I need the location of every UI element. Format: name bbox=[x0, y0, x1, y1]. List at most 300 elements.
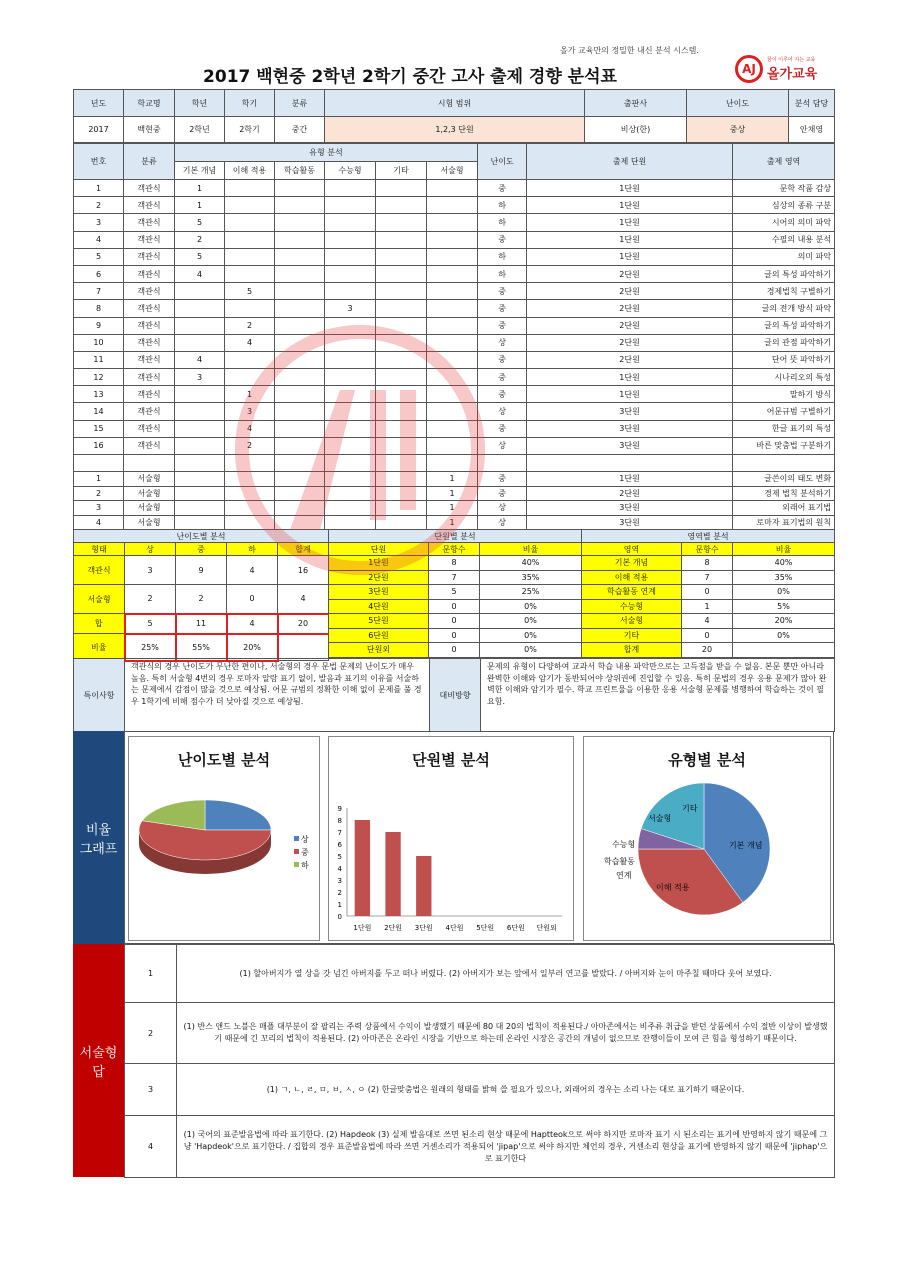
question-cell bbox=[325, 317, 376, 334]
legend-swatch bbox=[294, 849, 299, 854]
question-cell bbox=[427, 248, 478, 265]
y-tick-label: 2 bbox=[337, 889, 342, 897]
question-cell: 단어 뜻 파악하기 bbox=[733, 351, 835, 368]
question-cell: 중 bbox=[478, 300, 527, 317]
diff-sum-high: 5 bbox=[125, 614, 176, 634]
question-row bbox=[74, 317, 835, 334]
question-cell bbox=[175, 486, 225, 501]
question-cell bbox=[275, 214, 325, 231]
unit-cell: 0 bbox=[429, 599, 480, 614]
question-cell: 수필의 내용 분석 bbox=[733, 231, 835, 248]
q-sub-etc: 기타 bbox=[376, 162, 427, 180]
question-cell: 문학 작품 감상 bbox=[733, 180, 835, 197]
question-cell bbox=[275, 351, 325, 368]
question-cell: 중 bbox=[478, 369, 527, 386]
question-cell bbox=[376, 300, 427, 317]
question-cell: 객관식 bbox=[124, 437, 175, 454]
unit-cell: 40% bbox=[480, 556, 582, 571]
answer-text: (1) ㄱ, ㄴ, ㄹ, ㅁ, ㅂ, ㅅ, ㅇ (2) 한글맞춤법은 원래의 형태를 밝혀 쓸 필요가 있으나, 외래어의 경우는 소리 나는 대로 표기하기 때문이다. bbox=[177, 1064, 835, 1116]
question-cell: 글의 전개 방식 파악 bbox=[733, 300, 835, 317]
question-cell: 중 bbox=[478, 386, 527, 403]
y-tick-label: 8 bbox=[337, 817, 342, 825]
question-cell bbox=[376, 248, 427, 265]
unit-cell: 25% bbox=[480, 585, 582, 600]
question-cell bbox=[325, 334, 376, 351]
question-cell: 1 bbox=[74, 180, 124, 197]
diff-head-low: 하 bbox=[227, 543, 278, 556]
unit-cell: 3단원 bbox=[329, 585, 429, 600]
question-cell bbox=[427, 231, 478, 248]
question-cell bbox=[275, 403, 325, 420]
question-cell: 15 bbox=[74, 420, 124, 437]
x-tick-label: 단원외 bbox=[536, 924, 557, 932]
answer-text: (1) 할아버지가 열 상을 갓 넘긴 아버지를 두고 떠나 버렸다. (2) 아버지가 보는 앞에서 일부러 연고를 발랐다. / 아버지와 눈이 마주칠 때마다 웃어 보였다. bbox=[177, 945, 835, 1003]
question-cell bbox=[427, 214, 478, 231]
q-header-num: 번호 bbox=[74, 144, 124, 180]
question-row bbox=[74, 214, 835, 231]
question-cell bbox=[325, 351, 376, 368]
info-table bbox=[73, 89, 835, 143]
question-cell bbox=[325, 180, 376, 197]
q-header-diff: 난이도 bbox=[478, 144, 527, 180]
unit-cell: 1단원 bbox=[329, 556, 429, 571]
unit-cell: 0% bbox=[480, 628, 582, 643]
area-cell: 20 bbox=[682, 643, 733, 658]
question-cell: 하 bbox=[478, 265, 527, 282]
question-cell bbox=[325, 197, 376, 214]
question-cell: 중 bbox=[478, 231, 527, 248]
special-notes-label: 특이사항 bbox=[74, 659, 125, 732]
question-cell: 3단원 bbox=[527, 501, 733, 516]
question-cell: 경제 법칙 분석하기 bbox=[733, 486, 835, 501]
question-row bbox=[74, 472, 835, 487]
question-row bbox=[74, 486, 835, 501]
question-cell: 객관식 bbox=[124, 283, 175, 300]
question-cell: 2 bbox=[175, 231, 225, 248]
difficulty-chart-panel bbox=[128, 736, 320, 941]
type-pie-label: 기타 bbox=[682, 804, 698, 813]
question-cell: 5 bbox=[175, 248, 225, 265]
unit-row bbox=[329, 585, 582, 600]
question-cell bbox=[275, 197, 325, 214]
question-cell: 글쓴이의 태도 변화 bbox=[733, 472, 835, 487]
unit-chart-panel bbox=[328, 736, 574, 941]
question-cell: 경제법칙 구별하기 bbox=[733, 283, 835, 300]
question-cell bbox=[225, 265, 275, 282]
area-row bbox=[582, 614, 835, 629]
diff-row-ratio-label: 비율 bbox=[74, 634, 125, 661]
area-analysis-title: 영역별 분석 bbox=[582, 530, 835, 543]
question-cell: 글의 특성 파악하기 bbox=[733, 317, 835, 334]
info-year: 2017 bbox=[74, 117, 124, 143]
question-cell bbox=[325, 403, 376, 420]
area-cell: 서술형 bbox=[582, 614, 682, 629]
unit-cell: 0% bbox=[480, 614, 582, 629]
diff-row-sum-label: 합 bbox=[74, 614, 125, 634]
question-cell: 상 bbox=[478, 515, 527, 530]
answer-row bbox=[125, 1116, 835, 1178]
diff-subj-mid: 2 bbox=[176, 585, 227, 614]
question-cell bbox=[175, 317, 225, 334]
question-cell bbox=[325, 214, 376, 231]
y-tick-label: 3 bbox=[337, 877, 342, 885]
area-cell: 7 bbox=[682, 570, 733, 585]
question-cell: 10 bbox=[74, 334, 124, 351]
bar-2단원 bbox=[385, 832, 400, 916]
question-cell bbox=[325, 369, 376, 386]
question-row bbox=[74, 369, 835, 386]
question-cell bbox=[225, 472, 275, 487]
unit-cell: 35% bbox=[480, 570, 582, 585]
question-cell: 4 bbox=[74, 515, 124, 530]
question-cell bbox=[427, 334, 478, 351]
area-cell: 5% bbox=[733, 599, 835, 614]
question-cell: 1단원 bbox=[527, 197, 733, 214]
empty-cell bbox=[478, 455, 527, 472]
question-cell: 6 bbox=[74, 265, 124, 282]
diff-row-obj-label: 객관식 bbox=[74, 556, 125, 585]
question-row bbox=[74, 248, 835, 265]
question-cell bbox=[225, 180, 275, 197]
answers-section-label: 서술형 답 bbox=[73, 944, 124, 1177]
question-cell bbox=[325, 283, 376, 300]
question-cell: 1단원 bbox=[527, 472, 733, 487]
question-cell: 중 bbox=[478, 472, 527, 487]
unit-table bbox=[328, 529, 582, 658]
diff-row-subj-label: 서술형 bbox=[74, 585, 125, 614]
y-tick-label: 7 bbox=[337, 829, 342, 837]
question-cell bbox=[427, 180, 478, 197]
question-cell: 시어의 의미 파악 bbox=[733, 214, 835, 231]
tagline: 올가 교육만의 정밀한 내신 분석 시스템. bbox=[560, 46, 699, 55]
question-cell: 1 bbox=[427, 515, 478, 530]
pie-slice-상 bbox=[205, 800, 271, 830]
area-cell: 35% bbox=[733, 570, 835, 585]
question-cell bbox=[325, 501, 376, 516]
question-cell: 11 bbox=[74, 351, 124, 368]
question-cell: 14 bbox=[74, 403, 124, 420]
question-cell bbox=[275, 515, 325, 530]
area-row bbox=[582, 643, 835, 658]
info-range: 1,2,3 단원 bbox=[325, 117, 585, 143]
unit-head-unit: 단원 bbox=[329, 543, 429, 556]
question-cell bbox=[427, 437, 478, 454]
y-tick-label: 6 bbox=[337, 841, 342, 849]
info-header-school: 학교명 bbox=[124, 90, 175, 117]
question-cell bbox=[175, 386, 225, 403]
diff-sum-mid: 11 bbox=[176, 614, 227, 634]
question-cell: 2 bbox=[74, 197, 124, 214]
question-cell bbox=[376, 317, 427, 334]
page-title: 2017 백현중 2학년 2학기 중간 고사 출제 경향 분석표 bbox=[203, 67, 617, 87]
question-cell: 중 bbox=[478, 420, 527, 437]
question-cell bbox=[275, 283, 325, 300]
question-cell: 3 bbox=[74, 501, 124, 516]
type-pie-label: 수능형 bbox=[612, 840, 636, 849]
x-tick-label: 5단원 bbox=[476, 924, 495, 932]
question-cell bbox=[225, 248, 275, 265]
empty-cell bbox=[175, 455, 225, 472]
unit-cell: 5 bbox=[429, 585, 480, 600]
question-cell: 객관식 bbox=[124, 386, 175, 403]
diff-ratio-mid: 55% bbox=[176, 634, 227, 661]
unit-cell: 0 bbox=[429, 614, 480, 629]
bar-1단원 bbox=[355, 820, 370, 916]
question-cell: 시나리오의 특성 bbox=[733, 369, 835, 386]
question-cell: 1단원 bbox=[527, 386, 733, 403]
question-cell: 13 bbox=[74, 386, 124, 403]
question-cell: 서술형 bbox=[124, 472, 175, 487]
question-cell: 상 bbox=[478, 334, 527, 351]
question-cell: 3단원 bbox=[527, 437, 733, 454]
question-row bbox=[74, 403, 835, 420]
question-cell: 5 bbox=[225, 283, 275, 300]
question-cell bbox=[225, 300, 275, 317]
unit-row bbox=[329, 628, 582, 643]
info-school: 백현중 bbox=[124, 117, 175, 143]
answer-number: 2 bbox=[125, 1003, 177, 1064]
area-cell: 수능형 bbox=[582, 599, 682, 614]
area-cell: 40% bbox=[733, 556, 835, 571]
question-cell bbox=[325, 231, 376, 248]
question-cell bbox=[325, 386, 376, 403]
unit-cell: 2단원 bbox=[329, 570, 429, 585]
q-sub-csat: 수능형 bbox=[325, 162, 376, 180]
answers-table bbox=[124, 944, 835, 1178]
question-cell bbox=[376, 265, 427, 282]
x-tick-label: 6단원 bbox=[506, 924, 525, 932]
q-header-type: 유형 분석 bbox=[175, 144, 478, 162]
question-cell bbox=[275, 472, 325, 487]
question-cell bbox=[376, 515, 427, 530]
legend-label: 중 bbox=[301, 848, 309, 857]
question-cell bbox=[325, 486, 376, 501]
info-header-category: 분류 bbox=[275, 90, 325, 117]
area-row bbox=[582, 599, 835, 614]
area-cell bbox=[733, 643, 835, 658]
question-cell: 하 bbox=[478, 197, 527, 214]
q-header-area: 출제 영역 bbox=[733, 144, 835, 180]
unit-cell: 4단원 bbox=[329, 599, 429, 614]
empty-cell bbox=[124, 455, 175, 472]
unit-row bbox=[329, 599, 582, 614]
diff-head-type: 형태 bbox=[74, 543, 125, 556]
question-cell: 7 bbox=[74, 283, 124, 300]
area-row bbox=[582, 556, 835, 571]
question-row bbox=[74, 501, 835, 516]
question-cell bbox=[275, 248, 325, 265]
diff-obj-high: 3 bbox=[125, 556, 176, 585]
question-cell bbox=[225, 214, 275, 231]
question-gap-row bbox=[74, 455, 835, 472]
unit-chart-title: 단원별 분석 bbox=[412, 751, 490, 769]
info-header-semester: 학기 bbox=[225, 90, 275, 117]
y-tick-label: 0 bbox=[337, 913, 342, 921]
unit-cell: 0% bbox=[480, 643, 582, 658]
question-row bbox=[74, 283, 835, 300]
logo-name: 올가교육 bbox=[767, 67, 818, 82]
unit-cell: 0 bbox=[429, 643, 480, 658]
answer-number: 3 bbox=[125, 1064, 177, 1116]
question-cell bbox=[427, 351, 478, 368]
empty-cell bbox=[74, 455, 124, 472]
question-cell: 객관식 bbox=[124, 248, 175, 265]
question-cell bbox=[376, 437, 427, 454]
question-cell bbox=[376, 472, 427, 487]
unit-cell: 단원외 bbox=[329, 643, 429, 658]
question-cell: 3단원 bbox=[527, 420, 733, 437]
question-cell: 2단원 bbox=[527, 334, 733, 351]
question-row bbox=[74, 197, 835, 214]
info-header-analyst: 분석 담당 bbox=[789, 90, 835, 117]
legend-label: 하 bbox=[301, 861, 309, 870]
question-cell: 심상의 종류 구분 bbox=[733, 197, 835, 214]
question-cell bbox=[427, 197, 478, 214]
question-table bbox=[73, 143, 835, 530]
area-cell: 8 bbox=[682, 556, 733, 571]
area-cell: 20% bbox=[733, 614, 835, 629]
area-row bbox=[582, 628, 835, 643]
info-difficulty: 중상 bbox=[687, 117, 789, 143]
question-cell bbox=[175, 403, 225, 420]
x-tick-label: 2단원 bbox=[384, 924, 403, 932]
question-cell: 4 bbox=[74, 231, 124, 248]
diff-sum-low: 4 bbox=[227, 614, 278, 634]
info-grade: 2학년 bbox=[175, 117, 225, 143]
y-tick-label: 1 bbox=[337, 901, 342, 909]
question-cell: 객관식 bbox=[124, 420, 175, 437]
empty-cell bbox=[427, 455, 478, 472]
difficulty-analysis-title: 난이도별 분석 bbox=[74, 530, 329, 543]
question-cell: 2단원 bbox=[527, 265, 733, 282]
question-cell bbox=[275, 300, 325, 317]
difficulty-table bbox=[73, 529, 330, 662]
diff-ratio-low: 20% bbox=[227, 634, 278, 661]
question-cell: 서술형 bbox=[124, 501, 175, 516]
question-cell: 객관식 bbox=[124, 351, 175, 368]
unit-head-ratio: 비율 bbox=[480, 543, 582, 556]
question-cell bbox=[175, 472, 225, 487]
unit-cell: 5단원 bbox=[329, 614, 429, 629]
question-cell: 8 bbox=[74, 300, 124, 317]
type-pie-label: 서술형 bbox=[648, 814, 672, 823]
question-row bbox=[74, 334, 835, 351]
question-cell bbox=[325, 515, 376, 530]
question-cell bbox=[376, 501, 427, 516]
graph-section-label: 비율 그래프 bbox=[73, 731, 124, 944]
question-cell bbox=[275, 334, 325, 351]
empty-cell bbox=[376, 455, 427, 472]
answer-text: (1) 반스 앤드 노블은 매플 대부분이 잘 팔리는 주력 상품에서 수익이 발생했기 때문에 80 대 20의 법칙이 적용된다./ 아마존에서는 비주류 취급을 받던 상품에서 수익 절반 이상이 발생했기 때문에 긴 꼬리의 법칙이 적용된다. (2) 아마존은 온라인 시장을 기반으로 하는데 온라인 시장은 공간의 개념이 없으므로 잔행이들이 모여 큰 힘을 형성하기 때문이다. bbox=[177, 1003, 835, 1064]
question-cell bbox=[275, 420, 325, 437]
question-cell: 3 bbox=[325, 300, 376, 317]
question-cell: 1 bbox=[427, 472, 478, 487]
question-cell: 객관식 bbox=[124, 197, 175, 214]
question-cell bbox=[376, 351, 427, 368]
info-header-publisher: 출판사 bbox=[585, 90, 687, 117]
question-cell: 객관식 bbox=[124, 369, 175, 386]
question-cell: 1 bbox=[175, 197, 225, 214]
question-cell: 16 bbox=[74, 437, 124, 454]
diff-obj-total: 16 bbox=[278, 556, 329, 585]
question-cell bbox=[175, 283, 225, 300]
unit-row bbox=[329, 570, 582, 585]
question-cell: 12 bbox=[74, 369, 124, 386]
question-cell: 한글 표기의 특성 bbox=[733, 420, 835, 437]
unit-row bbox=[329, 556, 582, 571]
type-pie-label: 이해 적용 bbox=[656, 883, 690, 892]
question-cell bbox=[225, 486, 275, 501]
x-tick-label: 3단원 bbox=[414, 924, 433, 932]
question-cell: 객관식 bbox=[124, 403, 175, 420]
difficulty-chart-title: 난이도별 분석 bbox=[177, 751, 271, 769]
question-cell: 객관식 bbox=[124, 214, 175, 231]
question-cell bbox=[275, 317, 325, 334]
question-cell: 1 bbox=[175, 180, 225, 197]
unit-cell: 7 bbox=[429, 570, 480, 585]
question-cell: 로마자 표기법의 원칙 bbox=[733, 515, 835, 530]
q-sub-apply: 이해 적용 bbox=[225, 162, 275, 180]
answer-row bbox=[125, 945, 835, 1003]
question-cell: 객관식 bbox=[124, 317, 175, 334]
question-cell: 2단원 bbox=[527, 300, 733, 317]
empty-cell bbox=[733, 455, 835, 472]
x-tick-label: 4단원 bbox=[445, 924, 464, 932]
diff-head-total: 합계 bbox=[278, 543, 329, 556]
question-cell: 2단원 bbox=[527, 317, 733, 334]
question-cell: 외래어 표기법 bbox=[733, 501, 835, 516]
q-sub-essay: 서술형 bbox=[427, 162, 478, 180]
question-row bbox=[74, 265, 835, 282]
question-cell: 9 bbox=[74, 317, 124, 334]
question-cell bbox=[376, 386, 427, 403]
diff-head-high: 상 bbox=[125, 543, 176, 556]
question-cell bbox=[175, 334, 225, 351]
question-cell: 1단원 bbox=[527, 180, 733, 197]
question-cell bbox=[376, 197, 427, 214]
question-row bbox=[74, 300, 835, 317]
q-sub-basic: 기본 개념 bbox=[175, 162, 225, 180]
question-cell: 3 bbox=[225, 403, 275, 420]
study-plan-text: 문제의 유형이 다양하여 교과서 학습 내용 파악만으로는 고득점을 받을 수 없음. 본문 뿐만 아니라 완벽한 이해와 암기가 동반되어야 상위권에 진입할 수 있음. 특히 문법의 경우 응용 문제가 많아 완벽한 이해와 암기가 필수. 학교 프린트물을 이용한 응용 서술형 문제를 병행하여 학습하는 것이 필요함. bbox=[481, 659, 835, 732]
type-chart-panel bbox=[583, 736, 831, 941]
question-row bbox=[74, 180, 835, 197]
question-cell bbox=[376, 283, 427, 300]
question-cell: 4 bbox=[175, 265, 225, 282]
question-cell: 중 bbox=[478, 283, 527, 300]
bar-3단원 bbox=[416, 856, 431, 916]
logo-mark-icon: AJ bbox=[735, 55, 763, 83]
type-pie-chart bbox=[584, 737, 830, 940]
question-cell: 서술형 bbox=[124, 486, 175, 501]
question-cell: 어문규범 구별하기 bbox=[733, 403, 835, 420]
unit-cell: 0 bbox=[429, 628, 480, 643]
unit-row bbox=[329, 643, 582, 658]
unit-cell: 8 bbox=[429, 556, 480, 571]
question-cell bbox=[275, 486, 325, 501]
question-cell bbox=[275, 265, 325, 282]
question-cell: 상 bbox=[478, 501, 527, 516]
question-cell bbox=[175, 300, 225, 317]
logo bbox=[735, 55, 817, 83]
question-cell: 객관식 bbox=[124, 265, 175, 282]
question-cell: 1 bbox=[225, 386, 275, 403]
question-cell bbox=[376, 231, 427, 248]
question-cell: 객관식 bbox=[124, 231, 175, 248]
y-tick-label: 4 bbox=[337, 865, 342, 873]
question-cell bbox=[175, 420, 225, 437]
question-cell: 서술형 bbox=[124, 515, 175, 530]
